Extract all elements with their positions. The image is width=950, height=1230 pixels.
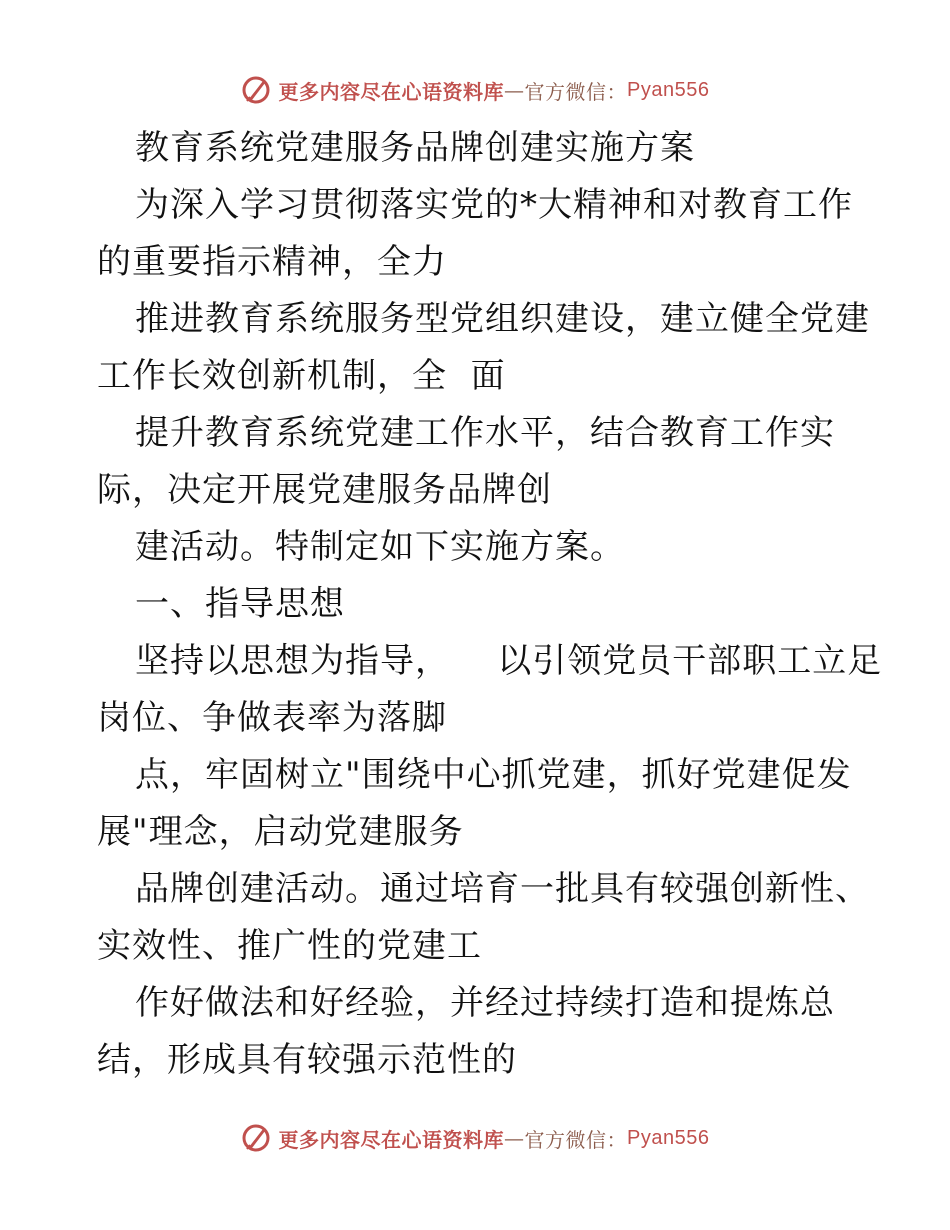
paragraph-line: 品牌创建活动。通过培育一批具有较强创新性、 xyxy=(135,869,870,909)
paragraph-line: 的重要指示精神，全力 xyxy=(97,242,447,282)
banner-wechat-id: Pyan556 xyxy=(627,78,710,101)
banner-site-text: 更多内容尽在心语资料库 xyxy=(278,79,505,104)
footer-banner xyxy=(0,1118,950,1158)
banner-separator: — xyxy=(504,78,525,102)
paragraph-line: 坚持以思想为指导， 以引领党员干部职工立足 xyxy=(135,641,883,681)
banner-site-text: 更多内容尽在心语资料库 xyxy=(278,1127,505,1152)
paragraph-line: 结，形成具有较强示范性的 xyxy=(97,1040,517,1080)
paragraph-line: 工作长效创新机制，全 面 xyxy=(97,356,506,396)
paragraph-line: 点，牢固树立"围绕中心抓党建，抓好党建促发 xyxy=(135,755,852,795)
paragraph-line: 为深入学习贯彻落实党的*大精神和对教育工作 xyxy=(135,185,853,225)
paragraph-line: 实效性、推广性的党建工 xyxy=(97,926,482,966)
paragraph-line: 作好做法和好经验，并经过持续打造和提炼总 xyxy=(135,983,835,1023)
section-heading: 一、指导思想 xyxy=(135,584,345,624)
paragraph-line: 提升教育系统党建工作水平，结合教育工作实 xyxy=(135,413,835,453)
header-banner xyxy=(0,70,950,110)
paragraph-line: 际，决定开展党建服务品牌创 xyxy=(97,470,552,510)
banner-wechat-label: 官方微信： xyxy=(524,1127,628,1152)
banner-wechat-id: Pyan556 xyxy=(627,1126,710,1149)
banner-wechat-label: 官方微信： xyxy=(524,79,628,104)
paragraph-line: 推进教育系统服务型党组织建设，建立健全党建 xyxy=(135,299,870,339)
document-title: 教育系统党建服务品牌创建实施方案 xyxy=(135,128,695,168)
quill-logo-icon xyxy=(241,1123,271,1153)
quill-logo-icon xyxy=(241,75,271,105)
paragraph-line: 建活动。特制定如下实施方案。 xyxy=(135,527,625,567)
document-body xyxy=(97,120,883,1089)
paragraph-line: 展"理念，启动党建服务 xyxy=(97,812,464,852)
banner-separator: — xyxy=(504,1126,525,1150)
paragraph-line: 岗位、争做表率为落脚 xyxy=(97,698,447,738)
